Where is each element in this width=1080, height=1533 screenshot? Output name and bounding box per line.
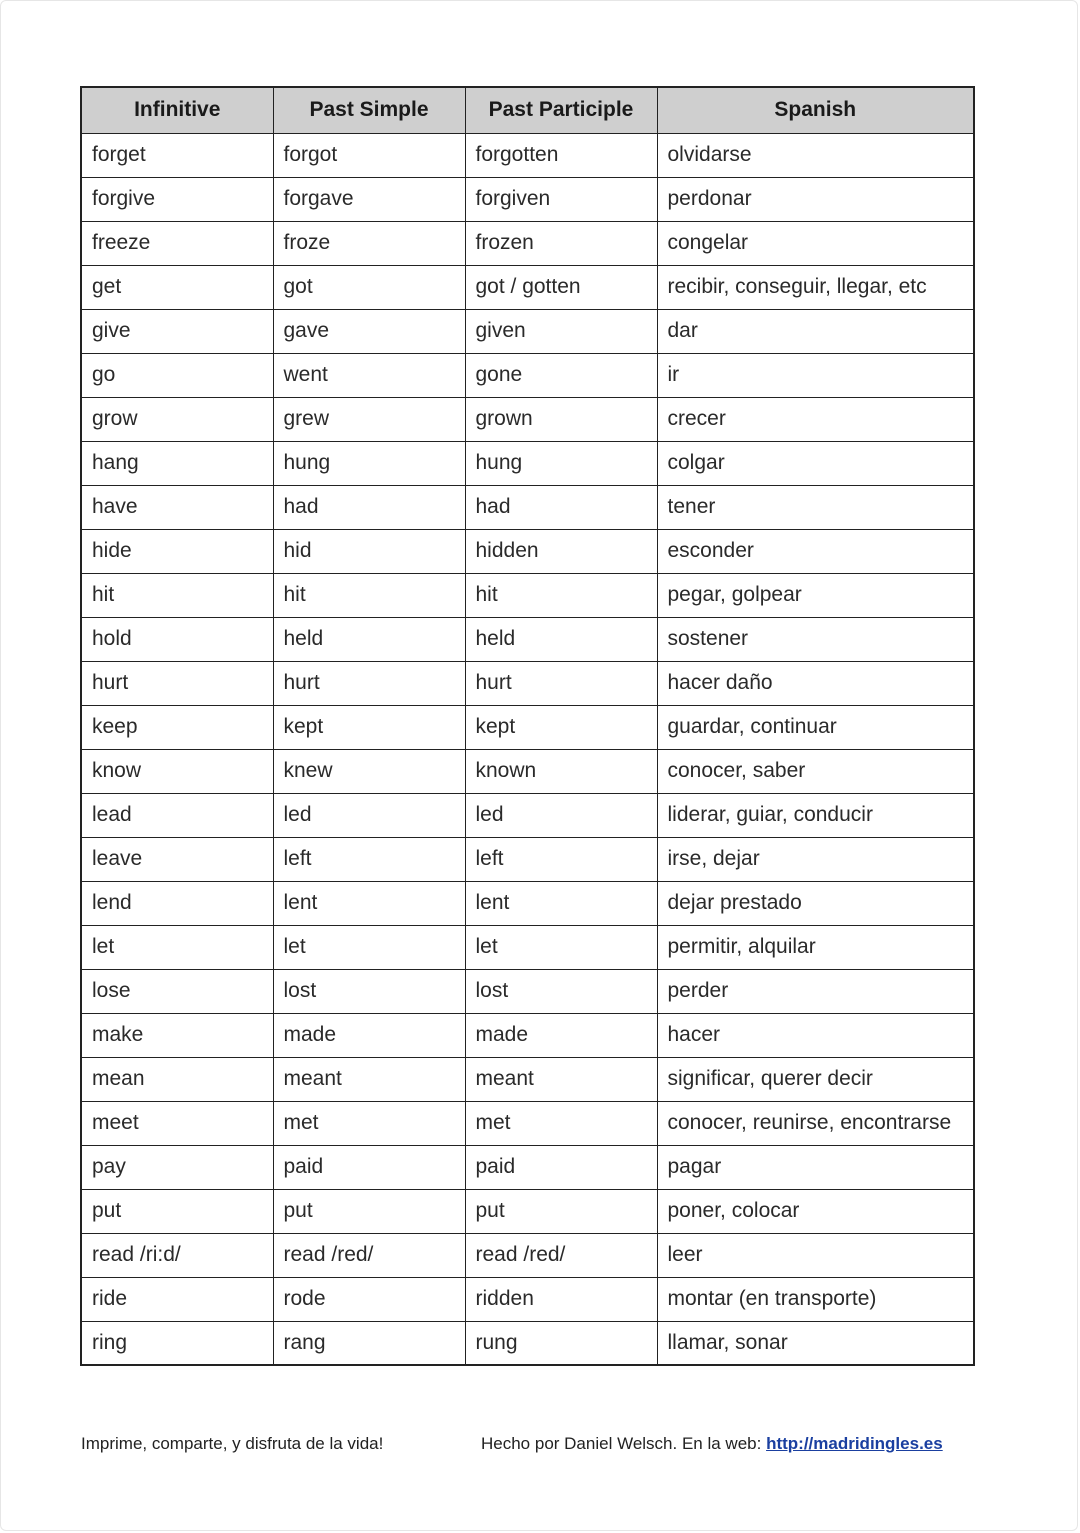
- cell-past-participle: got / gotten: [465, 265, 657, 309]
- cell-past-participle: had: [465, 485, 657, 529]
- cell-infinitive: lose: [81, 969, 273, 1013]
- cell-past-participle: frozen: [465, 221, 657, 265]
- cell-infinitive: know: [81, 749, 273, 793]
- footer-left-text: Imprime, comparte, y disfruta de la vida!: [81, 1434, 384, 1453]
- table-row: [81, 309, 974, 353]
- cell-spanish: irse, dejar: [657, 837, 974, 881]
- cell-spanish: esconder: [657, 529, 974, 573]
- cell-spanish: colgar: [657, 441, 974, 485]
- table-row: [81, 265, 974, 309]
- cell-past-simple: hit: [273, 573, 465, 617]
- cell-spanish: conocer, reunirse, encontrarse: [657, 1101, 974, 1145]
- cell-spanish: montar (en transporte): [657, 1277, 974, 1321]
- cell-spanish: llamar, sonar: [657, 1321, 974, 1365]
- table-row: [81, 1277, 974, 1321]
- table-row: [81, 1145, 974, 1189]
- table-row: [81, 353, 974, 397]
- irregular-verbs-table: [80, 86, 975, 1366]
- cell-infinitive: pay: [81, 1145, 273, 1189]
- cell-infinitive: hurt: [81, 661, 273, 705]
- cell-spanish: hacer daño: [657, 661, 974, 705]
- cell-infinitive: have: [81, 485, 273, 529]
- cell-infinitive: forget: [81, 133, 273, 177]
- cell-past-simple: lost: [273, 969, 465, 1013]
- cell-past-simple: hid: [273, 529, 465, 573]
- cell-past-participle: meant: [465, 1057, 657, 1101]
- cell-spanish: guardar, continuar: [657, 705, 974, 749]
- cell-past-participle: kept: [465, 705, 657, 749]
- cell-spanish: tener: [657, 485, 974, 529]
- cell-spanish: perder: [657, 969, 974, 1013]
- cell-infinitive: make: [81, 1013, 273, 1057]
- cell-spanish: leer: [657, 1233, 974, 1277]
- cell-infinitive: grow: [81, 397, 273, 441]
- cell-infinitive: forgive: [81, 177, 273, 221]
- table-row: [81, 925, 974, 969]
- table-row: [81, 881, 974, 925]
- cell-past-participle: forgotten: [465, 133, 657, 177]
- cell-past-participle: forgiven: [465, 177, 657, 221]
- cell-past-simple: made: [273, 1013, 465, 1057]
- cell-past-simple: kept: [273, 705, 465, 749]
- cell-past-participle: given: [465, 309, 657, 353]
- cell-infinitive: lend: [81, 881, 273, 925]
- table-row: [81, 133, 974, 177]
- cell-infinitive: hit: [81, 573, 273, 617]
- cell-past-simple: paid: [273, 1145, 465, 1189]
- cell-spanish: pagar: [657, 1145, 974, 1189]
- cell-spanish: permitir, alquilar: [657, 925, 974, 969]
- cell-past-participle: paid: [465, 1145, 657, 1189]
- cell-infinitive: keep: [81, 705, 273, 749]
- cell-infinitive: read /ri:d/: [81, 1233, 273, 1277]
- cell-past-simple: had: [273, 485, 465, 529]
- cell-spanish: liderar, guiar, conducir: [657, 793, 974, 837]
- header-past-simple: Past Simple: [273, 87, 465, 133]
- cell-past-simple: read /red/: [273, 1233, 465, 1277]
- cell-past-participle: rung: [465, 1321, 657, 1365]
- cell-past-simple: got: [273, 265, 465, 309]
- cell-spanish: dejar prestado: [657, 881, 974, 925]
- cell-infinitive: hang: [81, 441, 273, 485]
- cell-past-simple: rode: [273, 1277, 465, 1321]
- cell-past-simple: knew: [273, 749, 465, 793]
- cell-spanish: recibir, conseguir, llegar, etc: [657, 265, 974, 309]
- cell-past-simple: held: [273, 617, 465, 661]
- cell-spanish: olvidarse: [657, 133, 974, 177]
- cell-past-simple: let: [273, 925, 465, 969]
- cell-infinitive: ride: [81, 1277, 273, 1321]
- table-row: [81, 749, 974, 793]
- cell-past-participle: led: [465, 793, 657, 837]
- cell-past-simple: meant: [273, 1057, 465, 1101]
- cell-past-simple: hung: [273, 441, 465, 485]
- table-row: [81, 661, 974, 705]
- cell-past-simple: hurt: [273, 661, 465, 705]
- cell-spanish: ir: [657, 353, 974, 397]
- cell-infinitive: put: [81, 1189, 273, 1233]
- cell-infinitive: ring: [81, 1321, 273, 1365]
- cell-spanish: sostener: [657, 617, 974, 661]
- cell-infinitive: freeze: [81, 221, 273, 265]
- cell-past-simple: grew: [273, 397, 465, 441]
- cell-spanish: perdonar: [657, 177, 974, 221]
- cell-past-participle: let: [465, 925, 657, 969]
- cell-infinitive: hold: [81, 617, 273, 661]
- cell-past-simple: gave: [273, 309, 465, 353]
- cell-past-simple: left: [273, 837, 465, 881]
- footer-credit: [481, 1434, 943, 1454]
- table-row: [81, 617, 974, 661]
- cell-spanish: dar: [657, 309, 974, 353]
- cell-spanish: congelar: [657, 221, 974, 265]
- table-row: [81, 1321, 974, 1365]
- cell-past-simple: lent: [273, 881, 465, 925]
- cell-spanish: hacer: [657, 1013, 974, 1057]
- cell-past-participle: left: [465, 837, 657, 881]
- cell-infinitive: hide: [81, 529, 273, 573]
- cell-infinitive: give: [81, 309, 273, 353]
- table-row: [81, 177, 974, 221]
- cell-spanish: crecer: [657, 397, 974, 441]
- header-past-participle: Past Participle: [465, 87, 657, 133]
- cell-past-participle: lent: [465, 881, 657, 925]
- table-row: [81, 397, 974, 441]
- table-row: [81, 969, 974, 1013]
- table-row: [81, 1233, 974, 1277]
- table-body: [81, 133, 974, 1365]
- cell-past-participle: ridden: [465, 1277, 657, 1321]
- table-row: [81, 837, 974, 881]
- cell-past-participle: held: [465, 617, 657, 661]
- cell-spanish: conocer, saber: [657, 749, 974, 793]
- cell-spanish: poner, colocar: [657, 1189, 974, 1233]
- cell-past-simple: put: [273, 1189, 465, 1233]
- cell-infinitive: mean: [81, 1057, 273, 1101]
- cell-past-participle: met: [465, 1101, 657, 1145]
- cell-past-simple: forgave: [273, 177, 465, 221]
- cell-past-simple: forgot: [273, 133, 465, 177]
- table-row: [81, 529, 974, 573]
- cell-infinitive: let: [81, 925, 273, 969]
- cell-infinitive: meet: [81, 1101, 273, 1145]
- cell-infinitive: lead: [81, 793, 273, 837]
- cell-past-simple: met: [273, 1101, 465, 1145]
- table-row: [81, 221, 974, 265]
- cell-past-participle: read /red/: [465, 1233, 657, 1277]
- cell-past-participle: hung: [465, 441, 657, 485]
- table-row: [81, 1189, 974, 1233]
- footer-credit-text: Hecho por Daniel Welsch. En la web:: [481, 1434, 767, 1453]
- cell-spanish: pegar, golpear: [657, 573, 974, 617]
- cell-spanish: significar, querer decir: [657, 1057, 974, 1101]
- table-row: [81, 441, 974, 485]
- cell-past-simple: rang: [273, 1321, 465, 1365]
- website-link[interactable]: http://madridingles.es: [766, 1434, 943, 1453]
- cell-past-participle: put: [465, 1189, 657, 1233]
- cell-past-participle: hurt: [465, 661, 657, 705]
- cell-infinitive: get: [81, 265, 273, 309]
- header-infinitive: Infinitive: [81, 87, 273, 133]
- table-row: [81, 793, 974, 837]
- cell-past-simple: froze: [273, 221, 465, 265]
- cell-past-participle: gone: [465, 353, 657, 397]
- table-row: [81, 705, 974, 749]
- cell-past-participle: made: [465, 1013, 657, 1057]
- table-row: [81, 1101, 974, 1145]
- header-spanish: Spanish: [657, 87, 974, 133]
- table-row: [81, 1013, 974, 1057]
- table-header-row: [81, 87, 974, 133]
- cell-infinitive: go: [81, 353, 273, 397]
- table-row: [81, 573, 974, 617]
- table-row: [81, 1057, 974, 1101]
- cell-past-participle: known: [465, 749, 657, 793]
- cell-past-simple: went: [273, 353, 465, 397]
- cell-infinitive: leave: [81, 837, 273, 881]
- cell-past-participle: grown: [465, 397, 657, 441]
- cell-past-participle: hit: [465, 573, 657, 617]
- cell-past-simple: led: [273, 793, 465, 837]
- cell-past-participle: hidden: [465, 529, 657, 573]
- table-row: [81, 485, 974, 529]
- cell-past-participle: lost: [465, 969, 657, 1013]
